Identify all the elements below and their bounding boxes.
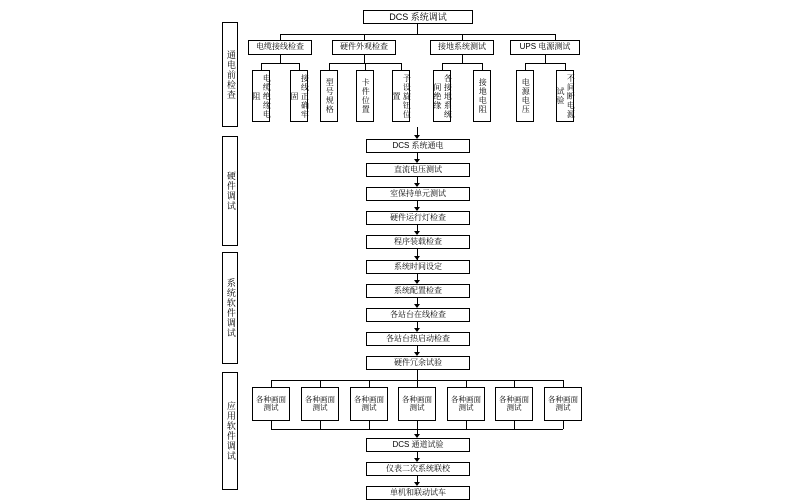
row-check-3: UPS 电源测试: [510, 40, 580, 55]
connector: [525, 63, 565, 64]
connector: [261, 63, 299, 64]
app-screen-3: 各种画面测试: [398, 387, 436, 421]
connector: [365, 63, 366, 70]
app-screen-5: 各种画面测试: [495, 387, 533, 421]
connector: [563, 380, 564, 387]
app-screen-0: 各种画面测试: [252, 387, 290, 421]
app-screen-2: 各种画面测试: [350, 387, 388, 421]
software-step-3: 各站台热启动检查: [366, 332, 470, 346]
leaf-check-4: 予设旋钮位置: [392, 70, 410, 122]
connector: [280, 55, 281, 63]
leaf-check-8: 不间断电源试验: [556, 70, 574, 122]
leaf-check-0: 电缆绝缘电阻: [252, 70, 270, 122]
connector: [369, 421, 370, 429]
connector: [271, 380, 272, 387]
connector: [299, 63, 300, 70]
connector: [442, 63, 482, 64]
hardware-step-2: 室保持单元测试: [366, 187, 470, 201]
connector: [261, 63, 262, 70]
connector: [565, 63, 566, 70]
leaf-check-3: 卡件位置: [356, 70, 374, 122]
hardware-step-4: 程序装载检查: [366, 235, 470, 249]
stage-label-3: 应用软件调试: [222, 372, 238, 490]
app-screen-1: 各种画面测试: [301, 387, 339, 421]
stage-label-2: 系统软件调试: [222, 252, 238, 364]
connector: [482, 63, 483, 70]
row-check-0: 电缆接线检查: [248, 40, 312, 55]
connector: [545, 55, 546, 63]
software-step-0: 系统时间设定: [366, 260, 470, 274]
connector: [401, 63, 402, 70]
connector: [563, 421, 564, 429]
hardware-step-3: 硬件运行灯检查: [366, 211, 470, 225]
connector: [417, 380, 418, 387]
row-check-1: 硬件外观检查: [332, 40, 396, 55]
stage-label-0: 通电前检查: [222, 22, 238, 127]
leaf-check-2: 型号规格: [320, 70, 338, 122]
connector: [280, 34, 555, 35]
connector: [417, 421, 418, 429]
leaf-check-5: 各接地系统间绝缘: [433, 70, 451, 122]
app-step-2: 单机和联动试车: [366, 486, 470, 500]
connector: [320, 380, 321, 387]
hardware-step-1: 直流电压测试: [366, 163, 470, 177]
connector: [320, 421, 321, 429]
hardware-step-0: DCS 系统通电: [366, 139, 470, 153]
connector: [329, 63, 330, 70]
app-step-0: DCS 通道试验: [366, 438, 470, 452]
row-check-2: 接地系统测试: [430, 40, 494, 55]
connector: [525, 63, 526, 70]
app-step-1: 仪表二次系统联校: [366, 462, 470, 476]
connector: [417, 370, 418, 380]
connector: [462, 55, 463, 63]
software-step-1: 系统配置检查: [366, 284, 470, 298]
leaf-check-1: 接线正确牢固: [290, 70, 308, 122]
diagram-title: DCS 系统调试: [363, 10, 473, 24]
leaf-check-6: 接地电阻: [473, 70, 491, 122]
connector: [417, 24, 418, 34]
connector: [466, 421, 467, 429]
connector: [271, 421, 272, 429]
connector: [514, 380, 515, 387]
stage-label-1: 硬件调试: [222, 136, 238, 246]
connector: [364, 55, 365, 63]
app-screen-4: 各种画面测试: [447, 387, 485, 421]
app-screen-6: 各种画面测试: [544, 387, 582, 421]
leaf-check-7: 电源电压: [516, 70, 534, 122]
software-step-2: 各站台在线检查: [366, 308, 470, 322]
connector: [442, 63, 443, 70]
connector: [369, 380, 370, 387]
connector: [466, 380, 467, 387]
connector: [514, 421, 515, 429]
software-step-4: 硬件冗余试验: [366, 356, 470, 370]
